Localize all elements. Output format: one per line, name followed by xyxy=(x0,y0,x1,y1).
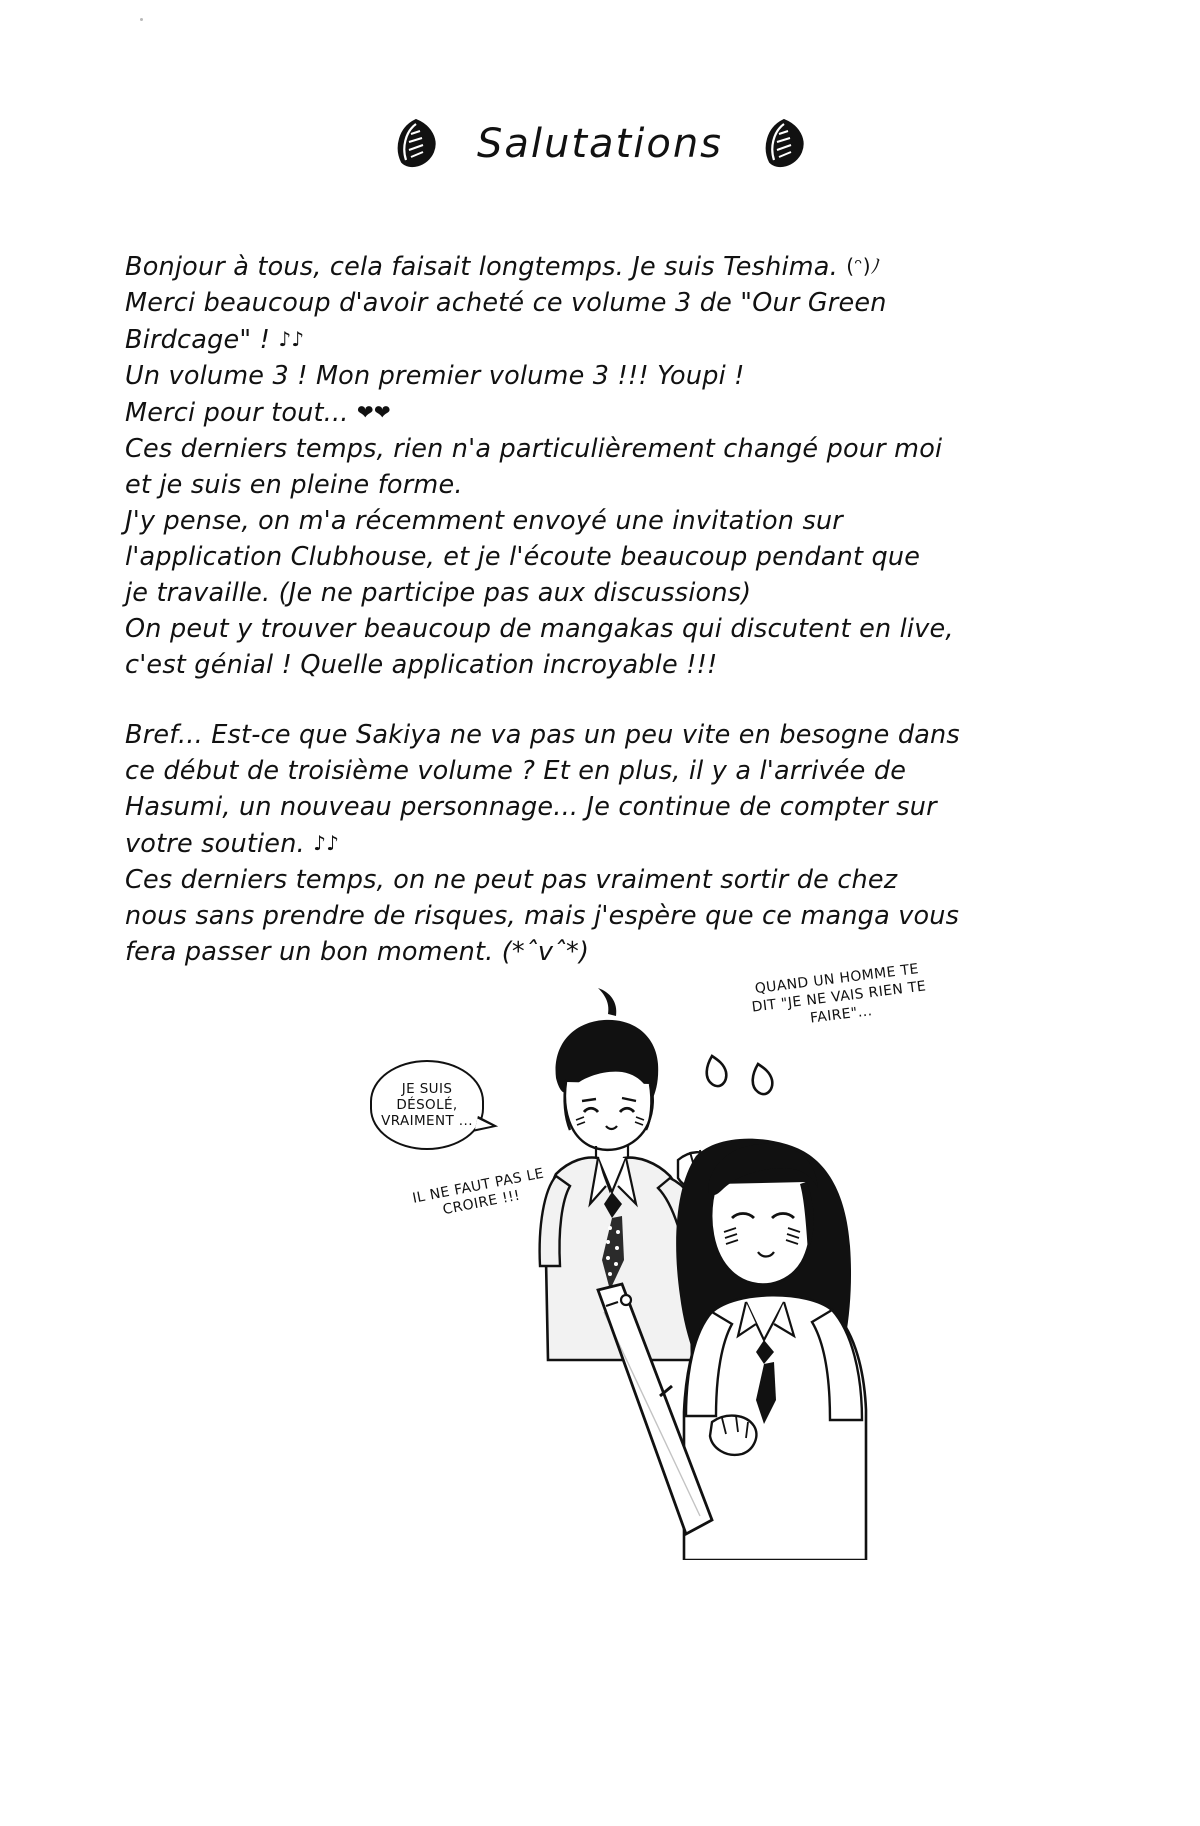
page-title: Salutations xyxy=(476,121,724,167)
letter-line: Hasumi, un nouveau personnage... Je continue de compter sur xyxy=(125,792,937,822)
letter-line: On peut y trouver beaucoup de mangakas qui discutent en live, xyxy=(125,614,954,644)
music-note-icon: ♪♪ xyxy=(278,327,305,351)
letter-line-text: Merci pour tout... xyxy=(125,398,349,428)
letter-line: c'est génial ! Quelle application incroyable !!! xyxy=(125,650,718,680)
leaf-icon-left xyxy=(393,118,439,170)
letter-line: Bref... Est-ce que Sakiya ne va pas un peu vite en besogne dans xyxy=(125,720,960,750)
balloon-text: JE SUIS DÉSOLÉ, VRAIMENT ... xyxy=(381,1081,473,1129)
caption-left: IL NE FAUT PAS LE CROIRE !!! xyxy=(411,1165,546,1219)
paragraph-gap xyxy=(125,683,1055,717)
letter-line-text: Birdcage" ! xyxy=(125,325,271,355)
letter-line: Ces derniers temps, rien n'a particulièrement changé pour moi xyxy=(125,434,943,464)
letter-line-text: votre soutien. xyxy=(125,829,305,859)
speech-balloon xyxy=(370,1060,484,1150)
letter-line: J'y pense, on m'a récemment envoyé une invitation sur xyxy=(125,506,843,536)
scan-speck xyxy=(140,18,143,21)
letter-line xyxy=(125,825,1055,862)
afterword-text xyxy=(125,248,1055,970)
letter-line: je travaille. (Je ne participe pas aux discussions) xyxy=(125,578,752,608)
illustration xyxy=(360,960,928,1560)
letter-line xyxy=(125,321,1055,358)
letter-line: Ces derniers temps, on ne peut pas vraiment sortir de chez xyxy=(125,865,898,895)
letter-line: et je suis en pleine forme. xyxy=(125,470,463,500)
letter-line-text: Bonjour à tous, cela faisait longtemps. Je suis Teshima. xyxy=(125,252,838,282)
music-note-icon: ♪♪ xyxy=(313,831,340,855)
letter-line: l'application Clubhouse, et je l'écoute beaucoup pendant que xyxy=(125,542,921,572)
letter-line xyxy=(125,394,1055,431)
letter-line: nous sans prendre de risques, mais j'espère que ce manga vous xyxy=(125,901,960,931)
letter-line: Merci beaucoup d'avoir acheté ce volume 3 de "Our Green xyxy=(125,288,887,318)
leaf-icon-right xyxy=(761,118,807,170)
page-title-row xyxy=(0,118,1200,170)
heart-icon: ❤❤ xyxy=(356,400,391,424)
letter-line: Un volume 3 ! Mon premier volume 3 !!! Youpi ! xyxy=(125,361,745,391)
letter-line xyxy=(125,248,1055,285)
letter-line: ce début de troisième volume ? Et en plus, il y a l'arrivée de xyxy=(125,756,907,786)
characters-drawing xyxy=(360,960,920,1560)
caption-right: QUAND UN HOMME TE DIT "JE NE VAIS RIEN TE FAIRE"... xyxy=(750,961,928,1027)
letter-line: fera passer un bon moment. (*ˆvˆ*) xyxy=(125,937,590,967)
cat-emoji: (ᵔ)ﾉ xyxy=(846,254,881,278)
